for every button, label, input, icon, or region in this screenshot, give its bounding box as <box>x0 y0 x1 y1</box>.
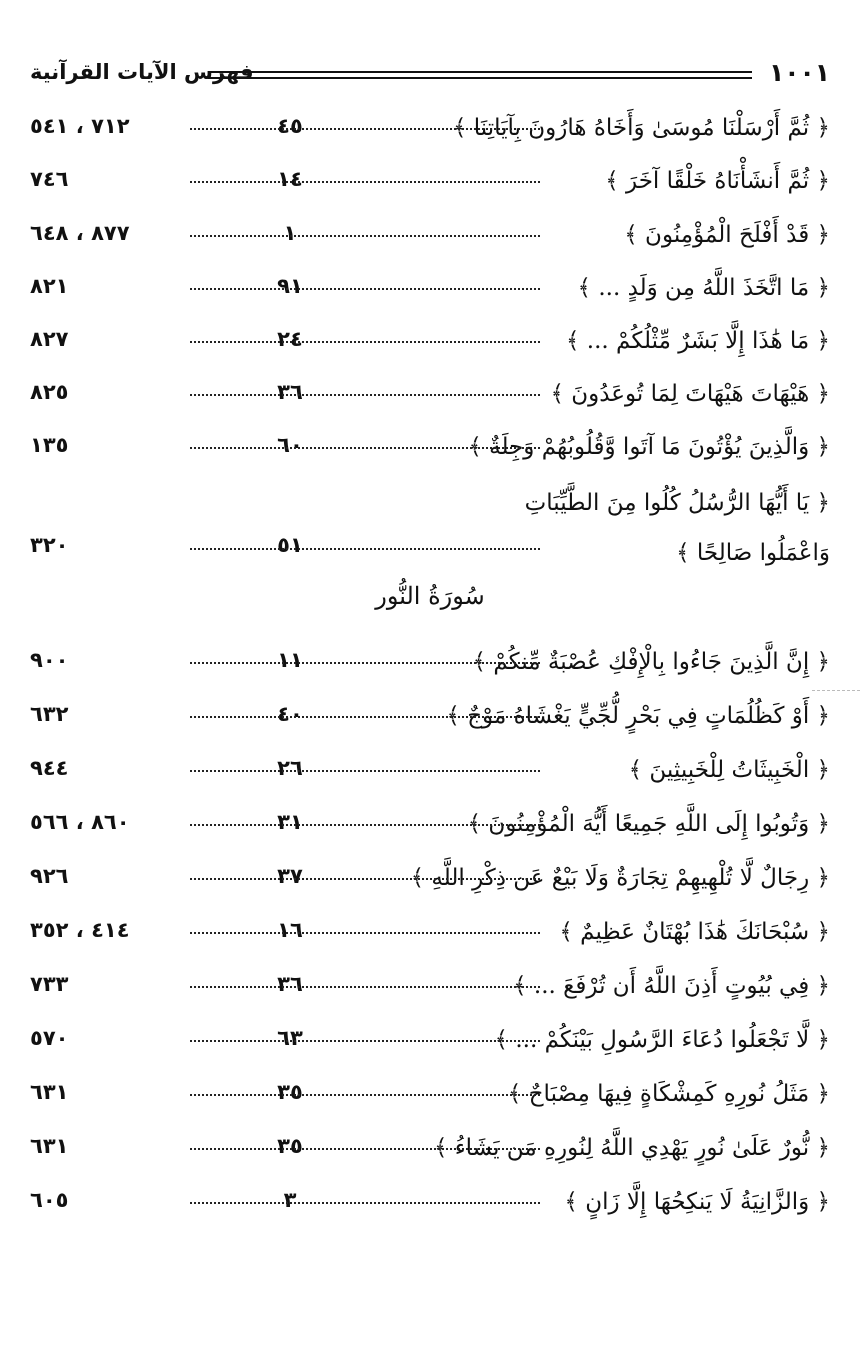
index-entry <box>30 159 830 203</box>
page-references: ٥٧٠ <box>30 1026 69 1050</box>
index-entry <box>30 694 830 738</box>
index-entry <box>30 856 830 900</box>
page-number: ١٠٠١ <box>768 58 830 87</box>
index-entry <box>30 748 830 792</box>
ayah-number: ٣ <box>283 1188 297 1212</box>
dot-leader <box>190 394 540 396</box>
index-entry <box>30 910 830 954</box>
verse-text: ﴿ مَا هَٰذَا إِلَّا بَشَرٌ مِّثْلُكُمْ ... ﴾ <box>566 328 830 354</box>
verse-text: ﴿ رِجَالٌ لَّا تُلْهِيهِمْ تِجَارَةٌ وَلَا بَيْعٌ عَن ذِكْرِ اللَّهِ ﴾ <box>410 865 830 891</box>
ayah-number: ٣٧ <box>277 864 303 888</box>
ayah-number: ١٦ <box>277 918 303 942</box>
verse-text: ﴿ ثُمَّ أَنشَأْنَاهُ خَلْقًا آخَرَ ﴾ <box>605 168 830 194</box>
index-entry <box>30 802 830 846</box>
page-header <box>30 58 830 94</box>
header-rule <box>208 71 752 79</box>
verse-text: ﴿ ثُمَّ أَرْسَلْنَا مُوسَىٰ وَأَخَاهُ هَارُونَ بِآيَاتِنَا ﴾ <box>453 115 830 141</box>
page-references: ٩٠٠ <box>30 648 69 672</box>
ayah-number: ٤٥ <box>277 114 303 138</box>
index-entry <box>30 425 830 469</box>
verse-text: ﴿ هَيْهَاتَ هَيْهَاتَ لِمَا تُوعَدُونَ ﴾ <box>550 381 830 407</box>
dot-leader <box>190 824 540 826</box>
verse-text: ﴿ يَا أَيُّهَا الرُّسُلُ كُلُوا مِنَ الطَّيِّبَاتِ وَاعْمَلُوا صَالِحًا ﴾ <box>524 490 830 566</box>
page-references: ٧١٢ ، ٥٤١ <box>30 114 130 138</box>
dot-leader <box>190 1094 540 1096</box>
index-entry <box>30 640 830 684</box>
ayah-number: ٥١ <box>277 533 303 557</box>
dot-leader <box>190 878 540 880</box>
ayah-number: ٢٤ <box>277 327 303 351</box>
dot-leader <box>190 548 540 550</box>
verse-text: ﴿ مَثَلُ نُورِهِ كَمِشْكَاةٍ فِيهَا مِصْبَاحٌ ﴾ <box>507 1081 830 1107</box>
page-references: ٦٣١ <box>30 1134 69 1158</box>
ayah-number: ٦٣ <box>277 1026 303 1050</box>
page-references: ٩٢٦ <box>30 864 69 888</box>
page-references: ٦٣٢ <box>30 702 69 726</box>
dot-leader <box>190 235 540 237</box>
verse-text: ﴿ إِنَّ الَّذِينَ جَاءُوا بِالْإِفْكِ عُصْبَةٌ مِّنكُمْ ﴾ <box>472 649 830 675</box>
ayah-number: ٤٠ <box>277 702 303 726</box>
verse-text: ﴿ فِي بُيُوتٍ أَذِنَ اللَّهُ أَن تُرْفَعَ ... ﴾ <box>513 973 830 999</box>
dot-leader <box>190 1040 540 1042</box>
verse-text: ﴿ لَّا تَجْعَلُوا دُعَاءَ الرَّسُولِ بَيْنَكُمْ ... ﴾ <box>494 1027 830 1053</box>
verse-text: ﴿ وَالَّذِينَ يُؤْتُونَ مَا آتَوا وَّقُلُوبُهُمْ وَجِلَةٌ ﴾ <box>468 434 830 460</box>
ayah-number: ٣٦ <box>277 972 303 996</box>
index-entry <box>30 1180 830 1224</box>
dot-leader <box>190 716 540 718</box>
dot-leader <box>190 1148 540 1150</box>
ayah-number: ١٤ <box>277 167 303 191</box>
page-references: ٨٢٧ <box>30 327 69 351</box>
ayah-number: ١١ <box>277 648 303 672</box>
index-entry <box>30 1126 830 1170</box>
dot-leader <box>190 662 540 664</box>
ayah-number: ٩١ <box>277 274 303 298</box>
page-references: ٨٧٧ ، ٦٤٨ <box>30 221 130 245</box>
verse-text: ﴿ سُبْحَانَكَ هَٰذَا بُهْتَانٌ عَظِيمٌ ﴾ <box>559 919 830 945</box>
dot-leader <box>190 1202 540 1204</box>
verse-text: ﴿ وَتُوبُوا إِلَى اللَّهِ جَمِيعًا أَيُّهَ الْمُؤْمِنُونَ ﴾ <box>467 811 830 837</box>
dot-leader <box>190 181 540 183</box>
verse-text: ﴿ مَا اتَّخَذَ اللَّهُ مِن وَلَدٍ ... ﴾ <box>577 275 830 301</box>
dot-leader <box>190 341 540 343</box>
index-entry <box>30 319 830 363</box>
verse-text: ﴿ قَدْ أَفْلَحَ الْمُؤْمِنُونَ ﴾ <box>624 222 830 248</box>
page-references: ٨٦٠ ، ٥٦٦ <box>30 810 130 834</box>
page-references: ٦٠٥ <box>30 1188 69 1212</box>
ayah-number: ٣٥ <box>277 1080 303 1104</box>
verse-text: ﴿ نُّورٌ عَلَىٰ نُورٍ يَهْدِي اللَّهُ لِنُورِهِ مَن يَشَاءُ ﴾ <box>433 1135 830 1161</box>
page-references: ٦٣١ <box>30 1080 69 1104</box>
verse-text: ﴿ أَوْ كَظُلُمَاتٍ فِي بَحْرٍ لُّجِّيٍّ يَغْشَاهُ مَوْجٌ ﴾ <box>446 703 830 729</box>
dot-leader <box>190 288 540 290</box>
dot-leader <box>190 986 540 988</box>
page-references: ٨٢٥ <box>30 380 69 404</box>
verse-text: ﴿ وَالزَّانِيَةُ لَا يَنكِحُهَا إِلَّا زَانٍ ﴾ <box>564 1189 830 1215</box>
ayah-number: ٣٦ <box>277 380 303 404</box>
index-entry <box>30 1018 830 1062</box>
index-entry <box>30 266 830 310</box>
page-references: ١٣٥ <box>30 433 69 457</box>
verse-text: ﴿ الْخَبِيثَاتُ لِلْخَبِيثِينَ ﴾ <box>628 757 830 783</box>
page-references: ٩٤٤ <box>30 756 69 780</box>
page-references: ٧٤٦ <box>30 167 69 191</box>
index-entry <box>30 478 830 578</box>
ayah-number: ١ <box>283 221 297 245</box>
page-references: ٨٢١ <box>30 274 69 298</box>
page-references: ٣٢٠ <box>30 533 69 557</box>
scan-artifact-line <box>812 690 860 692</box>
ayah-number: ٣٥ <box>277 1134 303 1158</box>
dot-leader <box>190 770 540 772</box>
index-entry <box>30 213 830 257</box>
page-references: ٧٣٣ <box>30 972 69 996</box>
dot-leader <box>190 932 540 934</box>
index-entry <box>30 964 830 1008</box>
dot-leader <box>190 447 540 449</box>
index-entry <box>30 106 830 150</box>
index-entry <box>30 372 830 416</box>
book-title: فهرس الآيات القرآنية <box>30 60 254 84</box>
index-entry <box>30 1072 830 1116</box>
ayah-number: ٢٦ <box>277 756 303 780</box>
ayah-number: ٦٠ <box>277 433 303 457</box>
surah-heading: سُورَةُ النُّور <box>375 582 485 610</box>
ayah-number: ٣١ <box>277 810 303 834</box>
dot-leader <box>190 128 540 130</box>
page-references: ٤١٤ ، ٣٥٢ <box>30 918 130 942</box>
